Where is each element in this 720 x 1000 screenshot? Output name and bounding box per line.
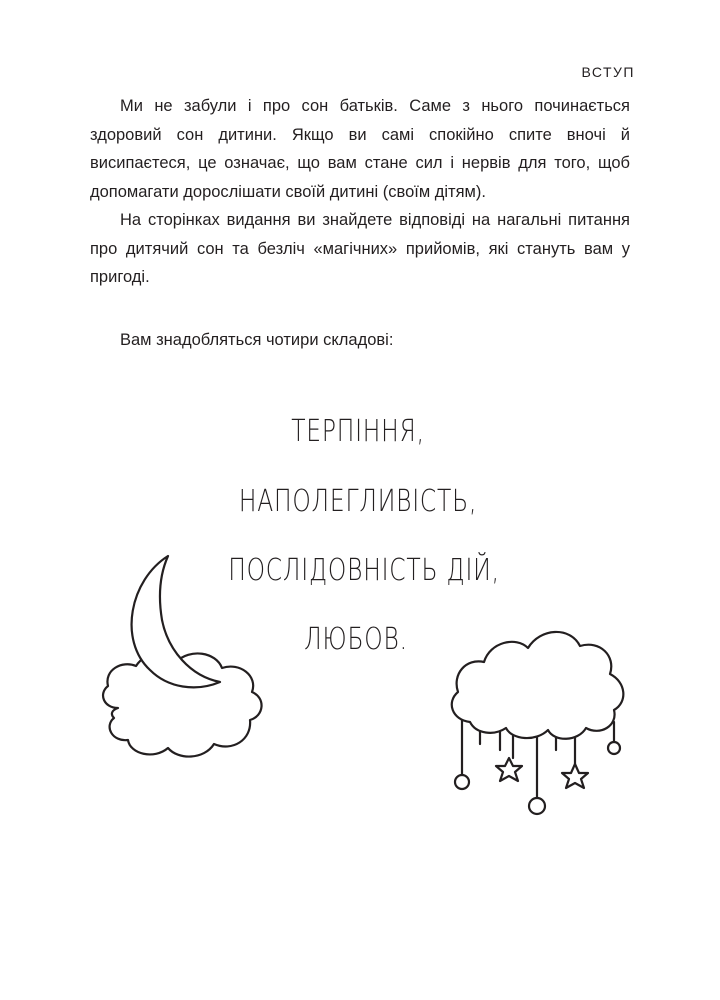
hanging-ball-icon — [608, 742, 620, 754]
moon-on-cloud-icon — [103, 556, 262, 757]
paragraph-parents-sleep: Ми не забули і про сон батьків. Саме з нього починається здоровий сон дитини. Якщо ви самі спокійно спите вночі й висипаєтеся, це означає, що вам стане сил і нервів для того, щоб допомагати дорослішати своїй дитині (своїм дітям). — [90, 97, 630, 201]
paragraph-book-contents: На сторінках видання ви знайдете відповіді на нагальні питання про дитячий сон та безліч «магічних» прийомів, які стануть вам у пригоді. — [90, 211, 630, 286]
hanging-ball-icon — [455, 775, 469, 789]
ingredients-lead-in: Вам знадобляться чотири складові: — [120, 331, 394, 349]
ingredient-consistency: ПОСЛІДОВНІСТЬ ДІЙ, — [228, 553, 500, 588]
hanging-ball-icon — [529, 798, 545, 814]
right-cloud-icon — [452, 632, 624, 739]
ingredient-persistence: НАПОЛЕГЛИВІСТЬ, — [238, 484, 478, 519]
cloud-mobile-with-stars-icon — [452, 632, 624, 814]
hanging-star-icon — [496, 758, 522, 781]
hanging-star-icon — [562, 764, 588, 788]
running-head: ВСТУП — [581, 64, 635, 80]
ingredient-love: ЛЮБОВ. — [304, 622, 408, 657]
ingredient-patience: ТЕРПІННЯ, — [291, 414, 425, 449]
